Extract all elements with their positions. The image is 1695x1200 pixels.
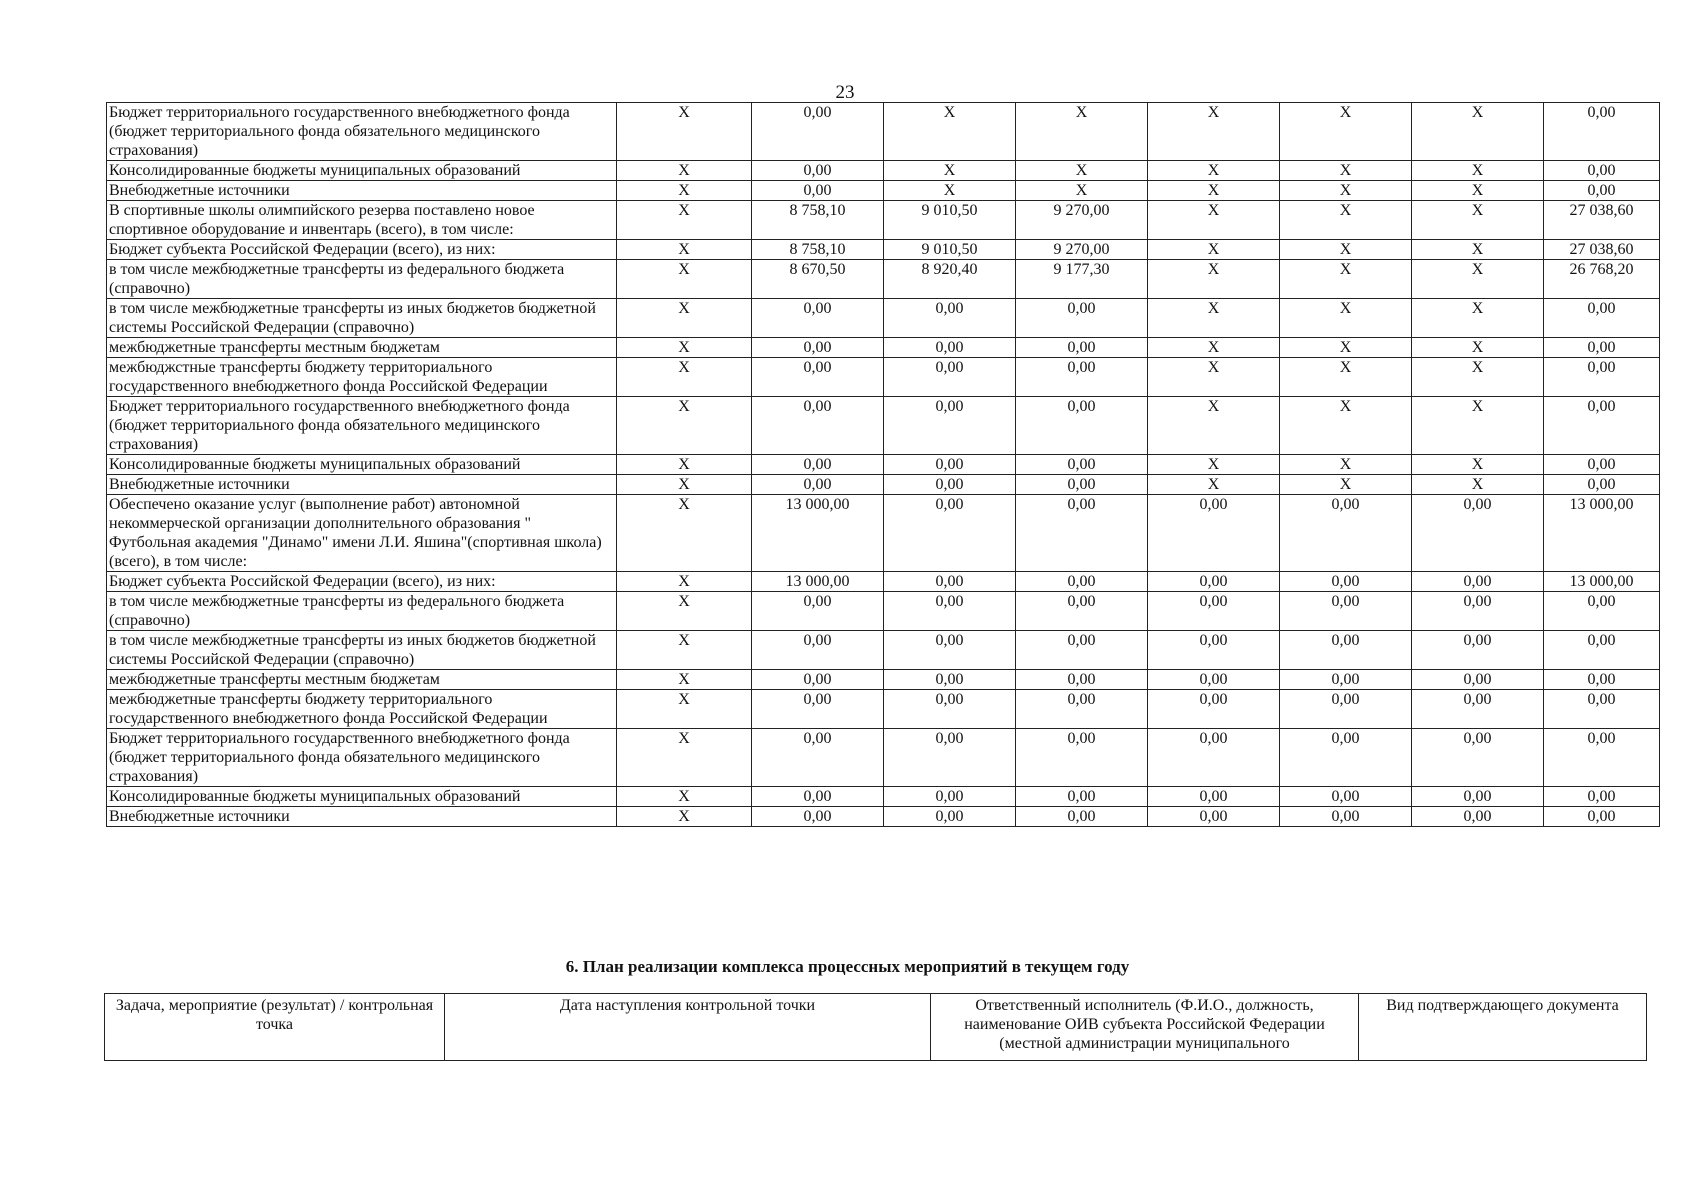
- cell-value: 0,00: [1412, 787, 1544, 807]
- cell-value: X: [884, 181, 1016, 201]
- cell-value: X: [1412, 397, 1544, 455]
- cell-value: 0,00: [1016, 690, 1148, 729]
- cell-value: 0,00: [1544, 592, 1660, 631]
- cell-value: 0,00: [752, 807, 884, 827]
- page-number: 23: [835, 82, 855, 103]
- cell-value: 0,00: [752, 631, 884, 670]
- table-row: [107, 260, 1660, 299]
- cell-value: 9 270,00: [1016, 201, 1148, 240]
- cell-value: 13 000,00: [1544, 495, 1660, 572]
- cell-value: 0,00: [1016, 299, 1148, 338]
- cell-value: X: [617, 103, 752, 161]
- cell-value: 0,00: [1016, 631, 1148, 670]
- cell-value: X: [617, 495, 752, 572]
- cell-value: X: [617, 807, 752, 827]
- cell-value: X: [617, 161, 752, 181]
- cell-value: 0,00: [1016, 495, 1148, 572]
- table-row: [107, 807, 1660, 827]
- cell-value: 0,00: [1148, 787, 1280, 807]
- cell-value: X: [617, 455, 752, 475]
- cell-value: 0,00: [752, 103, 884, 161]
- cell-value: X: [1280, 338, 1412, 358]
- cell-value: 0,00: [1412, 631, 1544, 670]
- cell-value: 8 758,10: [752, 240, 884, 260]
- cell-value: X: [617, 397, 752, 455]
- cell-value: 0,00: [752, 181, 884, 201]
- cell-value: 0,00: [752, 475, 884, 495]
- cell-value: 0,00: [884, 592, 1016, 631]
- cell-value: 0,00: [1544, 787, 1660, 807]
- cell-value: 26 768,20: [1544, 260, 1660, 299]
- table-row: [107, 161, 1660, 181]
- row-label: Бюджет субъекта Российской Федерации (всего), из них:: [107, 572, 617, 592]
- cell-value: 0,00: [752, 690, 884, 729]
- cell-value: X: [617, 729, 752, 787]
- table-row: [107, 495, 1660, 572]
- cell-value: 0,00: [1412, 670, 1544, 690]
- cell-value: X: [884, 103, 1016, 161]
- cell-value: X: [1148, 240, 1280, 260]
- table-row: [107, 787, 1660, 807]
- cell-value: 0,00: [1544, 338, 1660, 358]
- cell-value: 0,00: [752, 670, 884, 690]
- cell-value: X: [617, 475, 752, 495]
- table-row: [107, 201, 1660, 240]
- cell-value: X: [884, 161, 1016, 181]
- table-row: [107, 181, 1660, 201]
- cell-value: 0,00: [1544, 161, 1660, 181]
- cell-value: 0,00: [1544, 181, 1660, 201]
- cell-value: X: [617, 572, 752, 592]
- cell-value: 0,00: [884, 299, 1016, 338]
- cell-value: 0,00: [1016, 475, 1148, 495]
- cell-value: X: [1148, 103, 1280, 161]
- cell-value: 0,00: [752, 397, 884, 455]
- cell-value: 0,00: [1412, 572, 1544, 592]
- cell-value: X: [617, 299, 752, 338]
- cell-value: 0,00: [1148, 729, 1280, 787]
- cell-value: X: [617, 592, 752, 631]
- cell-value: 0,00: [752, 592, 884, 631]
- cell-value: 9 010,50: [884, 240, 1016, 260]
- cell-value: 9 010,50: [884, 201, 1016, 240]
- cell-value: 0,00: [1280, 729, 1412, 787]
- cell-value: 0,00: [1148, 690, 1280, 729]
- cell-value: X: [617, 690, 752, 729]
- table-row: [107, 729, 1660, 787]
- cell-value: X: [1148, 181, 1280, 201]
- plan-header-document: Вид подтверждающего документа: [1359, 994, 1647, 1061]
- cell-value: 0,00: [884, 670, 1016, 690]
- table-row: [107, 631, 1660, 670]
- cell-value: 0,00: [752, 787, 884, 807]
- cell-value: 13 000,00: [752, 572, 884, 592]
- cell-value: 0,00: [1280, 787, 1412, 807]
- cell-value: X: [1148, 475, 1280, 495]
- table-row: [107, 358, 1660, 397]
- cell-value: 0,00: [1280, 495, 1412, 572]
- cell-value: X: [1412, 455, 1544, 475]
- table-row: [107, 572, 1660, 592]
- cell-value: X: [1412, 475, 1544, 495]
- cell-value: X: [1280, 299, 1412, 338]
- row-label: Бюджет субъекта Российской Федерации (всего), из них:: [107, 240, 617, 260]
- cell-value: 0,00: [884, 455, 1016, 475]
- cell-value: 0,00: [1280, 670, 1412, 690]
- plan-table: [104, 993, 1647, 1061]
- table-row: [107, 338, 1660, 358]
- cell-value: 0,00: [752, 455, 884, 475]
- cell-value: 0,00: [1016, 358, 1148, 397]
- cell-value: 0,00: [1148, 631, 1280, 670]
- cell-value: X: [617, 670, 752, 690]
- row-label: Бюджет территориального государственного внебюджетного фонда (бюджет территориального фонда обязательного медицинского страхования): [107, 103, 617, 161]
- table-row: [107, 592, 1660, 631]
- cell-value: X: [617, 338, 752, 358]
- cell-value: 0,00: [1412, 807, 1544, 827]
- table-row: [107, 455, 1660, 475]
- cell-value: 0,00: [1016, 572, 1148, 592]
- row-label: межбюджстные трансферты бюджету территориального государственного внебюджетного фонда Российской Федерации: [107, 358, 617, 397]
- row-label: Консолидированные бюджеты муниципальных образований: [107, 161, 617, 181]
- row-label: Внебюджетные источники: [107, 181, 617, 201]
- row-label: в том числе межбюджетные трансферты из федерального бюджета (справочно): [107, 260, 617, 299]
- row-label: в том числе межбюджетные трансферты из иных бюджетов бюджетной системы Российской Федерации (справочно): [107, 631, 617, 670]
- cell-value: X: [1148, 338, 1280, 358]
- cell-value: X: [1148, 161, 1280, 181]
- cell-value: X: [617, 787, 752, 807]
- cell-value: 0,00: [1544, 690, 1660, 729]
- cell-value: X: [1280, 358, 1412, 397]
- cell-value: 0,00: [1280, 572, 1412, 592]
- row-label: Консолидированные бюджеты муниципальных образований: [107, 455, 617, 475]
- cell-value: 0,00: [884, 572, 1016, 592]
- budget-table: [106, 102, 1660, 827]
- cell-value: X: [1016, 161, 1148, 181]
- cell-value: 0,00: [752, 161, 884, 181]
- cell-value: 0,00: [1544, 103, 1660, 161]
- cell-value: X: [1280, 475, 1412, 495]
- cell-value: X: [1280, 260, 1412, 299]
- cell-value: X: [1412, 358, 1544, 397]
- plan-header-executor: Ответственный исполнитель (Ф.И.О., должность, наименование ОИВ субъекта Российской Федерации (местной администрации муниципального: [931, 994, 1359, 1061]
- cell-value: X: [1412, 181, 1544, 201]
- cell-value: 9 177,30: [1016, 260, 1148, 299]
- table-row: [107, 670, 1660, 690]
- cell-value: 0,00: [752, 338, 884, 358]
- cell-value: X: [1148, 260, 1280, 299]
- cell-value: 0,00: [1280, 631, 1412, 670]
- cell-value: 13 000,00: [1544, 572, 1660, 592]
- cell-value: 0,00: [1544, 807, 1660, 827]
- cell-value: 0,00: [1016, 397, 1148, 455]
- table-row: [107, 240, 1660, 260]
- row-label: Обеспечено оказание услуг (выполнение работ) автономной некоммерческой организации дополнительного образования " Футбольная академия "Динамо" имени Л.И. Яшина"(спортивная школа) (всего), в том числе:: [107, 495, 617, 572]
- cell-value: 0,00: [884, 631, 1016, 670]
- cell-value: X: [1280, 181, 1412, 201]
- cell-value: 0,00: [884, 787, 1016, 807]
- cell-value: 0,00: [884, 729, 1016, 787]
- row-label: в том числе межбюджетные трансферты из федерального бюджета (справочно): [107, 592, 617, 631]
- section-heading: 6. План реализации комплекса процессных мероприятий в текущем году: [565, 957, 1130, 976]
- row-label: Бюджет территориального государственного внебюджетного фонда (бюджет территориального фонда обязательного медицинского страхования): [107, 729, 617, 787]
- cell-value: X: [617, 201, 752, 240]
- cell-value: X: [1412, 240, 1544, 260]
- cell-value: X: [617, 181, 752, 201]
- cell-value: 0,00: [1016, 592, 1148, 631]
- cell-value: X: [1016, 181, 1148, 201]
- cell-value: X: [1412, 338, 1544, 358]
- cell-value: 0,00: [884, 495, 1016, 572]
- table-row: [107, 475, 1660, 495]
- cell-value: X: [617, 240, 752, 260]
- cell-value: 0,00: [884, 690, 1016, 729]
- row-label: межбюджетные трансферты местным бюджетам: [107, 338, 617, 358]
- row-label: Бюджет территориального государственного внебюджетного фонда (бюджет территориального фонда обязательного медицинского страхования): [107, 397, 617, 455]
- cell-value: 8 920,40: [884, 260, 1016, 299]
- table-row: [107, 103, 1660, 161]
- cell-value: X: [1412, 260, 1544, 299]
- cell-value: X: [1148, 201, 1280, 240]
- cell-value: 0,00: [884, 338, 1016, 358]
- table-row: [107, 690, 1660, 729]
- cell-value: 0,00: [1544, 631, 1660, 670]
- cell-value: 27 038,60: [1544, 240, 1660, 260]
- cell-value: 0,00: [1544, 670, 1660, 690]
- cell-value: 0,00: [752, 299, 884, 338]
- table-row: [107, 299, 1660, 338]
- cell-value: 8 758,10: [752, 201, 884, 240]
- cell-value: 0,00: [1280, 592, 1412, 631]
- cell-value: 0,00: [1148, 592, 1280, 631]
- row-label: Внебюджетные источники: [107, 807, 617, 827]
- cell-value: 0,00: [1016, 455, 1148, 475]
- cell-value: 9 270,00: [1016, 240, 1148, 260]
- cell-value: X: [1280, 103, 1412, 161]
- cell-value: 0,00: [1412, 592, 1544, 631]
- budget-table-body: [107, 103, 1660, 827]
- cell-value: 0,00: [1016, 670, 1148, 690]
- cell-value: 0,00: [1544, 358, 1660, 397]
- cell-value: 13 000,00: [752, 495, 884, 572]
- cell-value: X: [1280, 455, 1412, 475]
- cell-value: X: [1280, 397, 1412, 455]
- cell-value: 0,00: [1016, 729, 1148, 787]
- row-label: Внебюджетные источники: [107, 475, 617, 495]
- cell-value: 0,00: [1148, 670, 1280, 690]
- cell-value: 0,00: [1544, 397, 1660, 455]
- cell-value: 0,00: [752, 729, 884, 787]
- cell-value: 0,00: [752, 358, 884, 397]
- cell-value: 0,00: [884, 358, 1016, 397]
- cell-value: 0,00: [1280, 807, 1412, 827]
- cell-value: X: [1412, 201, 1544, 240]
- cell-value: 0,00: [1148, 495, 1280, 572]
- cell-value: 0,00: [1544, 455, 1660, 475]
- cell-value: 0,00: [884, 475, 1016, 495]
- cell-value: X: [1412, 161, 1544, 181]
- plan-header-task: Задача, мероприятие (результат) / контрольная точка: [105, 994, 445, 1061]
- cell-value: X: [1280, 161, 1412, 181]
- cell-value: X: [1412, 103, 1544, 161]
- cell-value: 0,00: [1544, 729, 1660, 787]
- row-label: межбюджетные трансферты бюджету территориального государственного внебюджетного фонда Российской Федерации: [107, 690, 617, 729]
- cell-value: X: [617, 631, 752, 670]
- cell-value: X: [1148, 299, 1280, 338]
- cell-value: 0,00: [1280, 690, 1412, 729]
- cell-value: 0,00: [1016, 338, 1148, 358]
- cell-value: X: [1148, 455, 1280, 475]
- plan-header-row: [105, 994, 1647, 1061]
- cell-value: 0,00: [1016, 787, 1148, 807]
- cell-value: 0,00: [884, 397, 1016, 455]
- cell-value: X: [1148, 397, 1280, 455]
- row-label: в том числе межбюджетные трансферты из иных бюджетов бюджетной системы Российской Федерации (справочно): [107, 299, 617, 338]
- cell-value: 0,00: [1412, 495, 1544, 572]
- cell-value: X: [1148, 358, 1280, 397]
- cell-value: X: [1280, 201, 1412, 240]
- cell-value: 0,00: [1016, 807, 1148, 827]
- cell-value: 8 670,50: [752, 260, 884, 299]
- cell-value: 0,00: [884, 807, 1016, 827]
- plan-header-date: Дата наступления контрольной точки: [445, 994, 931, 1061]
- cell-value: 0,00: [1412, 690, 1544, 729]
- cell-value: 0,00: [1544, 475, 1660, 495]
- cell-value: X: [1016, 103, 1148, 161]
- cell-value: X: [1412, 299, 1544, 338]
- cell-value: 0,00: [1412, 729, 1544, 787]
- table-row: [107, 397, 1660, 455]
- row-label: межбюджетные трансферты местным бюджетам: [107, 670, 617, 690]
- cell-value: 0,00: [1148, 807, 1280, 827]
- cell-value: 27 038,60: [1544, 201, 1660, 240]
- cell-value: 0,00: [1148, 572, 1280, 592]
- cell-value: X: [617, 260, 752, 299]
- cell-value: 0,00: [1544, 299, 1660, 338]
- cell-value: X: [617, 358, 752, 397]
- row-label: В спортивные школы олимпийского резерва поставлено новое спортивное оборудование и инвентарь (всего), в том числе:: [107, 201, 617, 240]
- cell-value: X: [1280, 240, 1412, 260]
- row-label: Консолидированные бюджеты муниципальных образований: [107, 787, 617, 807]
